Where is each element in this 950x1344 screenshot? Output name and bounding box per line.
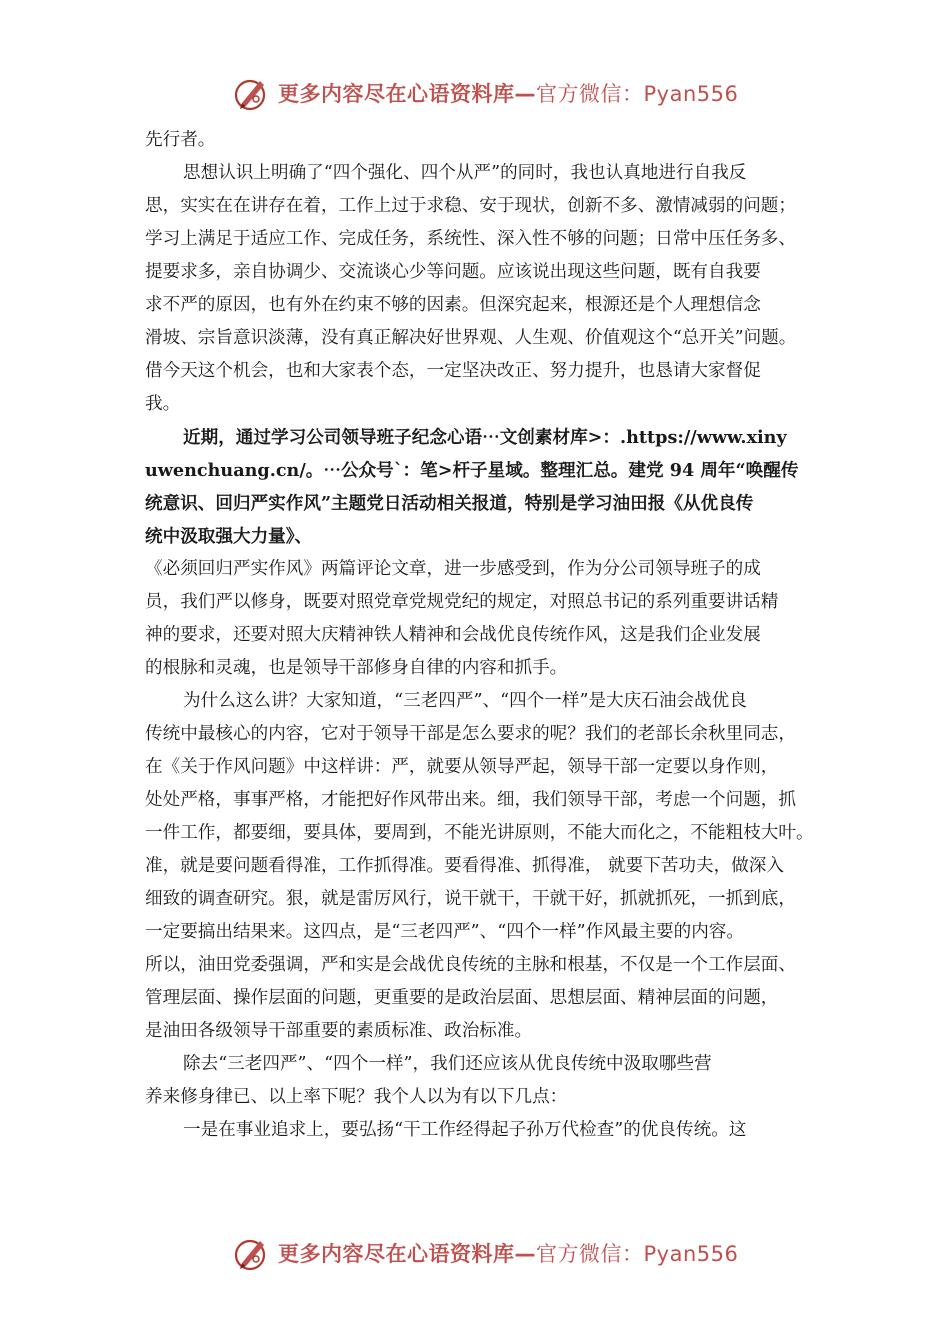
text-line: 统中汲取强大力量》、	[145, 526, 313, 547]
banner-text	[278, 78, 738, 108]
text-line: 思想认识上明确了“四个强化、四个从严”的同时，我也认真地进行自我反	[183, 163, 747, 183]
pen-logo-icon	[232, 1233, 272, 1273]
text-line: 求不严的原因，也有外在约束不够的因素。但深究起来，根源还是个人理想信念	[145, 295, 761, 315]
text-line: 一件工作，都要细，要具体，要周到，不能光讲原则，不能大而化之，不能粗枝大叶。	[145, 823, 814, 843]
banner-separator: —	[514, 1242, 536, 1266]
text-line: 滑坡、宗旨意识淡薄，没有真正解决好世界观、人生观、价值观这个“总开关”问题。	[145, 328, 797, 348]
text-line: uwenchuang.cn/。⋯公众号`：笔>杆子星域。整理汇总。建党 94 周年“唤醒传	[145, 460, 799, 481]
text-line: 员，我们严以修身，既要对照党章党规党纪的规定，对照总书记的系列重要讲话精	[145, 592, 779, 612]
text-line: 准，就是要问题看得准，工作抓得准。要看得准、抓得准， 就要下苦功夫，做深入	[145, 856, 784, 876]
wechat-label: 官方微信：	[536, 1242, 644, 1266]
banner-separator: —	[514, 82, 536, 106]
banner-main-text: 更多内容尽在心语资料库	[278, 82, 515, 106]
text-line: 提要求多，亲自协调少、交流谈心少等问题。应该说出现这些问题，既有自我要	[145, 262, 761, 282]
text-line: 我。	[145, 394, 181, 414]
header-banner	[0, 70, 950, 116]
text-line: 所以，油田党委强调，严和实是会战优良传统的主脉和根基，不仅是一个工作层面、	[145, 955, 796, 975]
text-line: 的根脉和灵魂，也是领导干部修身自律的内容和抓手。	[145, 658, 568, 678]
text-line: 是油田各级领导干部重要的素质标准、政治标准。	[145, 1021, 533, 1041]
text-line: 《必须回归严实作风》两篇评论文章，进一步感受到，作为分公司领导班子的成	[145, 559, 761, 579]
text-line: 为什么这么讲？大家知道，“三老四严”、“四个一样”是大庆石油会战优良	[183, 691, 747, 711]
text-line: 管理层面、操作层面的问题，更重要的是政治层面、思想层面、精神层面的问题，	[145, 988, 779, 1008]
text-line: 统意识、回归严实作风”主题党日活动相关报道，特别是学习油田报《从优良传	[145, 493, 754, 514]
text-line: 养来修身律已、以上率下呢？我个人以为有以下几点：	[145, 1087, 568, 1107]
banner-main-text: 更多内容尽在心语资料库	[278, 1242, 515, 1266]
document-body	[145, 124, 825, 1147]
text-line: 学习上满足于适应工作、完成任务，系统性、深入性不够的问题；日常中压任务多、	[145, 229, 796, 249]
text-line: 先行者。	[145, 130, 216, 150]
footer-banner	[0, 1230, 950, 1276]
text-line: 除去“三老四严”、“四个一样”，我们还应该从优良传统中汲取哪些营	[183, 1054, 712, 1074]
wechat-id: Pyan556	[643, 1242, 739, 1266]
text-line: 细致的调查研究。狠，就是雷厉风行，说干就干，干就干好，抓就抓死，一抓到底，	[145, 889, 796, 909]
wechat-label: 官方微信：	[536, 82, 644, 106]
text-line: 一是在事业追求上，要弘扬“干工作经得起子孙万代检查”的优良传统。这	[183, 1120, 747, 1140]
text-line: 处处严格，事事严格，才能把好作风带出来。细，我们领导干部，考虑一个问题，抓	[145, 790, 796, 810]
text-line: 借今天这个机会，也和大家表个态，一定坚决改正、努力提升，也恳请大家督促	[145, 361, 761, 381]
text-line: 在《关于作风问题》中这样讲：严，就要从领导严起，领导干部一定要以身作则，	[145, 757, 779, 777]
pen-logo-icon	[232, 73, 272, 113]
text-line: 传统中最核心的内容，它对于领导干部是怎么要求的呢？我们的老部长余秋里同志，	[145, 724, 796, 744]
text-line: 一定要搞出结果来。这四点，是“三老四严”、“四个一样”作风最主要的内容。	[145, 922, 744, 942]
text-line: 近期，通过学习公司领导班子纪念心语⋯文创素材库>：.https://www.xiny	[183, 427, 787, 448]
text-line: 神的要求，还要对照大庆精神铁人精神和会战优良传统作风，这是我们企业发展	[145, 625, 761, 645]
wechat-id: Pyan556	[643, 82, 739, 106]
text-line: 思，实实在在讲存在着，工作上过于求稳、安于现状，创新不多、激情减弱的问题；	[145, 196, 796, 216]
banner-text	[278, 1238, 738, 1268]
